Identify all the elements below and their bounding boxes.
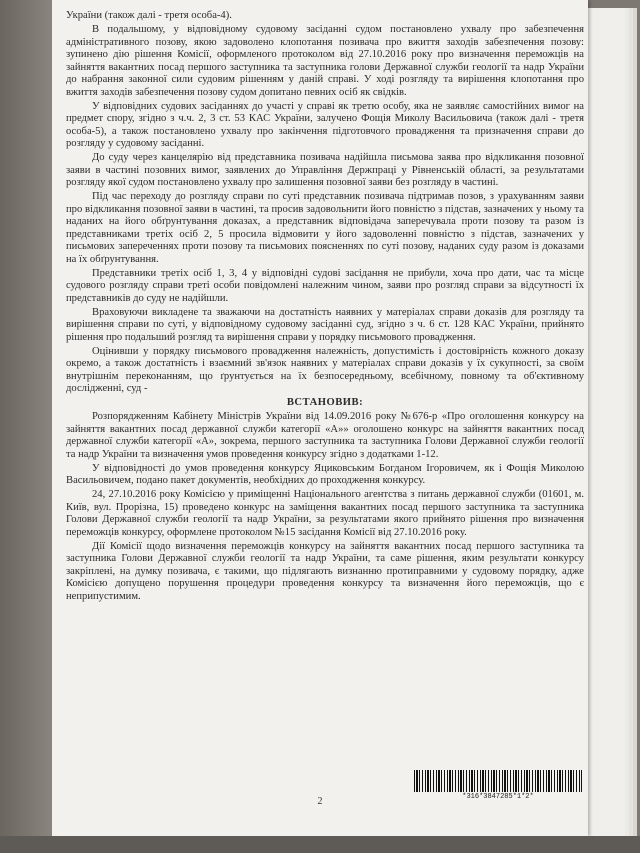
document-paragraph: Під час переходу до розгляду справи по суті представник позивача підтримав позов, з урахуванням заяви про відкликання позовної заяви в частині, та просив задовольнити його повністю з підстав, зазначених у ньому та наданих на його обґрунтування доказах, а представник відповідача заперечувала проти позову та разом із представниками третіх осіб 2, 5 просила відмовити у його задоволенні повністю з підстав, зазначених у письмових запереченнях проти позову та письмових поясненнях по суті позову, наданих суду разом із доказами на їх обґрунтування. xyxy=(66,191,584,265)
document-paragraph: Оцінивши у порядку письмового провадження належність, допустимість і достовірність кожного доказу окремо, а також достатність і взаємний зв'язок наявних у матеріалах справи доказів у їх сукупності, за своїм внутрішнім переконанням, що ґрунтується на їх безпосередньому, всебічному, повному та об'єктивному дослідженні, суд - xyxy=(66,345,584,394)
desk-background-bottom xyxy=(0,836,640,853)
document-paragraph: Представники третіх осіб 1, 3, 4 у відповідні судові засідання не прибули, хоча про дати, час та місце судового розгляду справи треті особи повідомлені належним чином, заяви про розгляд справи за відсутності їх представників до суду не надійшли. xyxy=(66,267,584,304)
section-heading: ВСТАНОВИВ: xyxy=(286,397,364,408)
document-paragraph: До суду через канцелярію від представника позивача надійшла письмова заява про відкликання позовної заяви в частині позовних вимог, заявлених до Управління Держпраці у Рівненській області, за результатами розгляду якої судом постановлено ухвалу про залишення позовної заяви без розгляду в частині. xyxy=(66,152,584,188)
document-paragraph: У відповідних судових засіданнях до участі у справі як третю особу, яка не заявляє самостійних вимог на предмет спору, згідно з ч.ч. 2, 3 ст. 53 КАС України, залучено Фощія Миколу Васильовича (також далі - третя особа-5), а також постановлено ухвалу про закінчення підготовчого провадження та призначення справи до розгляду у судовому засіданні. xyxy=(66,100,584,149)
barcode-text: *316*3847285*1*2* xyxy=(462,793,534,801)
document-paragraph: В подальшому, у відповідному судовому засіданні судом постановлено ухвалу про забезпечення адміністративного позову, якою задоволено клопотання позивача про вжиття заходів забезпечення позову: зупинено дію рішення Комісії, оформленого протоколом від 27.10.2016 року про визначення переможців на зайняття вакантних посад першого заступника та заступника голови Державної служби геології та надр України до набрання законної сили судовим рішенням у даній справі. У ході розгляду та вирішення клопотання про вжиття заходів забезпечення позову судом допитано певних осіб як свідків. xyxy=(66,24,584,98)
page-number: 2 xyxy=(317,796,323,807)
document-paragraph: У відповідності до умов проведення конкурсу Яциковським Богданом Ігоровичем, як і Фощія Миколою Васильовичем, подано пакет документів, необхідних до проходження конкурсу. xyxy=(66,462,584,486)
barcode-image xyxy=(414,770,582,792)
document-paragraph: Враховуючи викладене та зважаючи на достатність наявних у матеріалах справи доказів для розгляду та вирішення справи по суті, у відповідному судовому засіданні суд, згідно з ч. 6 ст. 128 КАС України, прийнято рішення про подальший розгляд та вирішення справи у порядку письмового провадження. xyxy=(66,306,584,343)
document-page xyxy=(52,0,588,836)
document-body xyxy=(66,10,584,605)
document-paragraph: України (також далі - третя особа-4). xyxy=(66,10,232,21)
document-paragraph: 24, 27.10.2016 року Комісією у приміщенні Національного агентства з питань державної служби (01601, м. Київ, вул. Прорізна, 15) проведено конкурс на заміщення вакантних посад першого заступника та заступника Голови Державної служби геології та надр України, за результатами якого прийнято рішення про визначення переможців конкурсу, оформлене протоколом №15 засідання Комісії від 27.10.2016 року. xyxy=(66,489,584,538)
document-paragraph: Дії Комісії щодо визначення переможців конкурсу на зайняття вакантних посад першого заступника та заступника Голови Державної служби геології та надр України, та саме рішення, яким результати конкурсу закріплені, на думку позивача, є такими, що підлягають визнанню протиправними у судовому порядку, адже Комісією допущено порушення процедури проведення конкурсу та визначення його переможців, що є неприпустимим. xyxy=(66,540,584,602)
document-paragraph: Розпорядженням Кабінету Міністрів України від 14.09.2016 року №676-р «Про оголошення конкурсу на зайняття вакантних посад державної служби категорії «А»» оголошено конкурс на зайняття вакантних посад державної служби категорії «А», зокрема, першого заступника та заступника Голови Державної служби геології та надр України та визначення умов проведення конкурсу згідно з додатками 1-12. xyxy=(66,411,584,460)
desk-background-left xyxy=(0,0,52,853)
paper-stack-edge xyxy=(584,8,625,845)
